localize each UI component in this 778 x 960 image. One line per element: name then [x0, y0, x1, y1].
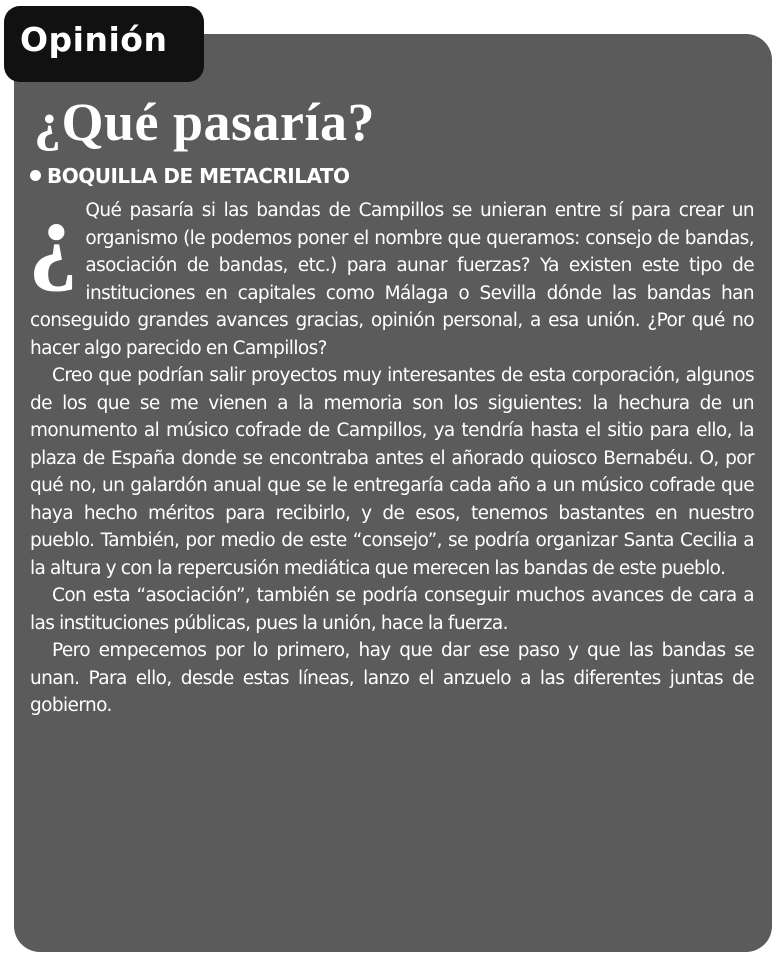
paragraph-2: Creo que podrían salir proyectos muy interesantes de esta corporación, algunos de los que se me vienen a la memoria son los siguientes: la hechura de un monumento al músico cofrade de Campillos, ya tendría hasta el sitio para ello, la plaza de España donde se encontraba antes el añorado quiosco Bernabéu. O, por qué no, un galardón anual que se le entregaría cada año a un músico cofrade que haya hecho méritos para recibirlo, y de esos, tenemos bastantes en nuestro pueblo. También, por medio de este “consejo”, se podría organizar Santa Cecilia a la altura y con la repercusión mediática que merecen las bandas de este pueblo.	[30, 365, 754, 579]
paragraph-1-text: Qué pasaría si las bandas de Campillos se unieran entre sí para crear un organismo (le podemos poner el nombre que queramos: consejo de bandas, asociación de bandas, etc.) para aunar fuerzas? Ya existen este tipo de instituciones en capitales como Málaga o Sevilla dónde las bandas han conseguido grandes avances gracias, opinión personal, a esa unión. ¿Por qué no hacer algo parecido en Campillos?	[30, 200, 754, 359]
article-headline: ¿Qué pasaría?	[34, 92, 376, 152]
bullet-icon	[30, 170, 41, 181]
section-label: Opinión	[20, 20, 168, 59]
article-body	[28, 182, 754, 720]
paragraph-4: Pero empecemos por lo primero, hay que dar ese paso y que las bandas se unan. Para ello, desde estas líneas, lanzo el anzuelo a las diferentes juntas de gobierno.	[30, 640, 754, 716]
byline	[30, 162, 350, 190]
byline-text: BOQUILLA DE METACRILATO	[47, 164, 350, 188]
paragraph-1	[28, 182, 754, 362]
drop-cap: ¿	[28, 182, 78, 293]
section-tab	[4, 6, 204, 82]
paragraph-3: Con esta “asociación”, también se podría conseguir muchos avances de cara a las instituciones públicas, pues la unión, hace la fuerza.	[30, 585, 754, 634]
